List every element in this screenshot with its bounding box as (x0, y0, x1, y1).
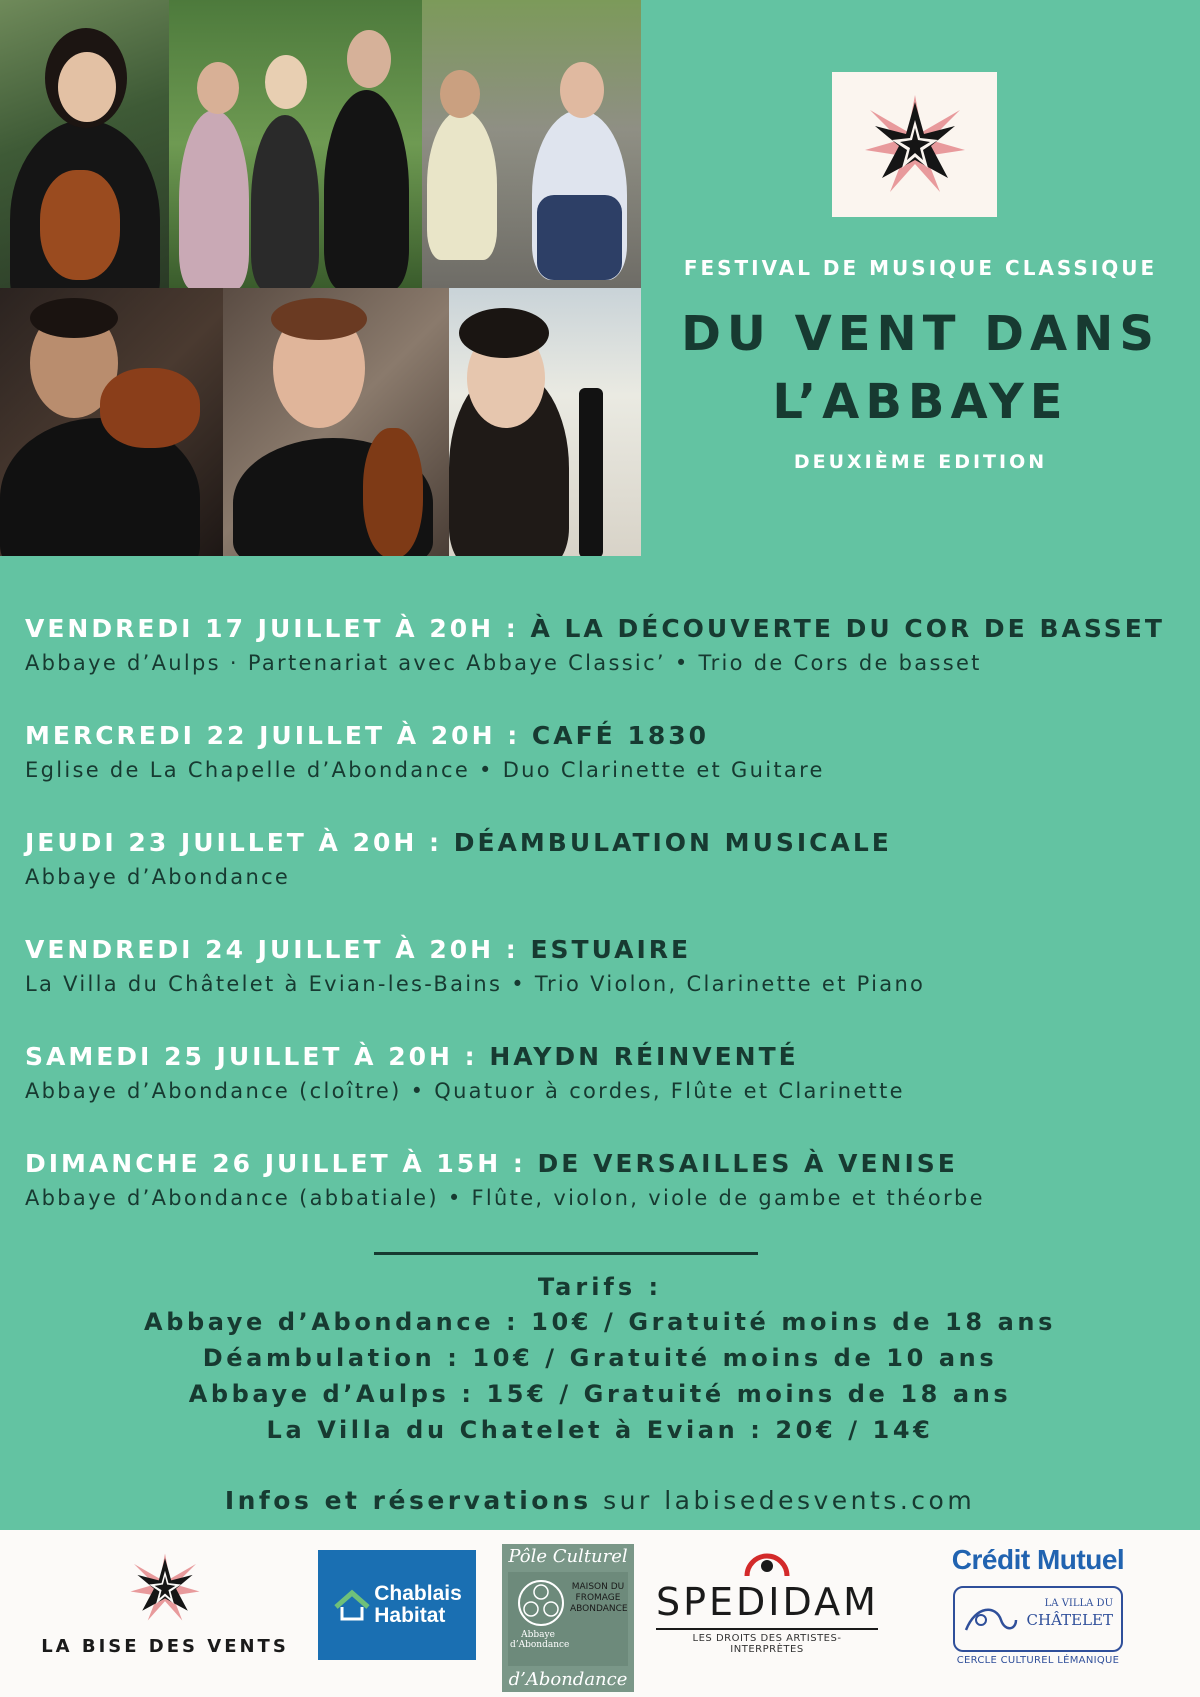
sponsor-spedidam (656, 1550, 878, 1680)
sponsor-pole-culturel (502, 1544, 634, 1692)
sponsor-footer (0, 1530, 1200, 1697)
photo-collage (0, 0, 641, 556)
event-item (25, 612, 1185, 719)
infos-connector: sur (591, 1486, 665, 1515)
villa-name (1027, 1596, 1113, 1628)
tarif-line: La Villa du Chatelet à Evian : 20€ / 14€ (266, 1416, 934, 1444)
sponsor-name-top: Pôle Culturel (508, 1546, 628, 1567)
photo-violinist-woman (0, 0, 169, 288)
event-date: VENDREDI 17 JUILLET À 20H (25, 614, 495, 643)
villa-line2: CHÂTELET (1026, 1611, 1113, 1629)
event-date: VENDREDI 24 JUILLET À 20H (25, 935, 495, 964)
pole-maison-label: MAISON DU FROMAGE ABONDANCE (570, 1582, 628, 1614)
event-details: Abbaye d’Abondance (25, 865, 291, 889)
sponsor-tagline: LES DROITS DES ARTISTES-INTERPRÈTES (656, 1628, 878, 1655)
title-line-1: DU VENT DANS (681, 306, 1160, 362)
pole-abbaye-label: Abbaye d’Abondance (510, 1630, 570, 1650)
event-title: ESTUAIRE (530, 935, 692, 964)
edition-label: DEUXIÈME EDITION (793, 451, 1048, 473)
tarif-line: Abbaye d’Abondance : 10€ / Gratuité moins de 18 ans (144, 1308, 1056, 1336)
event-date: JEUDI 23 JUILLET À 20H (25, 828, 418, 857)
tarifs-title: Tarifs : (537, 1273, 663, 1301)
sponsor-name-bottom: d’Abondance (508, 1669, 628, 1690)
rosette-icon (516, 1578, 566, 1628)
event-item (25, 1040, 1185, 1147)
event-item (25, 1147, 1185, 1254)
event-list (25, 612, 1185, 1254)
infos-label: Infos et réservations (224, 1486, 592, 1515)
event-title: DÉAMBULATION MUSICALE (453, 828, 892, 857)
event-separator: : (417, 828, 454, 857)
event-title: HAYDN RÉINVENTÉ (489, 1042, 799, 1071)
tarifs-section (0, 1270, 1200, 1448)
event-item (25, 933, 1185, 1040)
infos-line (0, 1486, 1200, 1515)
sponsor-credit-mutuel-villa (908, 1544, 1168, 1694)
photo-duo-stairs (422, 0, 641, 288)
compass-star-icon (127, 1550, 203, 1626)
sponsor-name-line1: Chablais (374, 1582, 462, 1605)
event-details: La Villa du Châtelet à Evian-les-Bains • Trio Violon, Clarinette et Piano (25, 972, 926, 996)
event-title: CAFÉ 1830 (531, 721, 710, 750)
event-item (25, 826, 1185, 933)
event-separator: : (495, 721, 532, 750)
photo-cellist-man (223, 288, 449, 556)
event-details: Eglise de La Chapelle d’Abondance • Duo Clarinette et Guitare (25, 758, 825, 782)
festival-label: FESTIVAL DE MUSIQUE CLASSIQUE (683, 256, 1158, 280)
website-link[interactable]: labisedesvents.com (664, 1486, 976, 1515)
photo-clarinetist-woman (449, 288, 641, 556)
event-date: MERCREDI 22 JUILLET À 20H (25, 721, 496, 750)
event-details: Abbaye d’Aulps · Partenariat avec Abbaye Classic’ • Trio de Cors de basset (25, 651, 982, 675)
compass-star-icon (860, 90, 970, 200)
event-title: DE VERSAILLES À VENISE (537, 1149, 958, 1178)
page-title (641, 300, 1200, 436)
event-separator: : (452, 1042, 490, 1071)
event-date: DIMANCHE 26 JUILLET À 15H (25, 1149, 502, 1178)
tarif-line: Déambulation : 10€ / Gratuité moins de 10 ans (202, 1344, 998, 1372)
villa-line1: LA VILLA DU (1044, 1598, 1113, 1609)
sponsor-name: LA BISE DES VENTS (41, 1636, 289, 1657)
event-item (25, 719, 1185, 826)
photo-violinist-man (0, 288, 223, 556)
title-line-2: L’ABBAYE (772, 374, 1069, 430)
ornament-icon (961, 1600, 1021, 1640)
villa-chatelet-logo (953, 1586, 1123, 1652)
event-title: À LA DÉCOUVERTE DU COR DE BASSET (530, 614, 1165, 643)
house-icon (332, 1585, 372, 1625)
sponsor-la-bise-des-vents (30, 1550, 300, 1690)
event-separator: : (494, 935, 531, 964)
section-divider (374, 1252, 758, 1255)
sponsor-name: Crédit Mutuel (951, 1544, 1125, 1575)
sponsor-name-line2: Habitat (374, 1604, 446, 1627)
event-separator: : (501, 1149, 538, 1178)
villa-subtitle: CERCLE CULTUREL LÉMANIQUE (956, 1655, 1120, 1666)
sponsor-chablais-habitat (318, 1550, 476, 1660)
event-details: Abbaye d’Abondance (cloître) • Quatuor à cordes, Flûte et Clarinette (25, 1079, 905, 1103)
tarif-line: Abbaye d’Aulps : 15€ / Gratuité moins de 18 ans (188, 1380, 1012, 1408)
event-date: SAMEDI 25 JUILLET À 20H (25, 1042, 453, 1071)
photo-trio-garden (169, 0, 422, 288)
event-separator: : (494, 614, 531, 643)
festival-logo (832, 72, 997, 217)
event-details: Abbaye d’Abondance (abbatiale) • Flûte, violon, viole de gambe et théorbe (25, 1186, 985, 1210)
sponsor-name: SPEDIDAM (656, 1580, 879, 1624)
pole-inner-panel (508, 1572, 628, 1666)
spedidam-swirl-icon (737, 1548, 797, 1578)
